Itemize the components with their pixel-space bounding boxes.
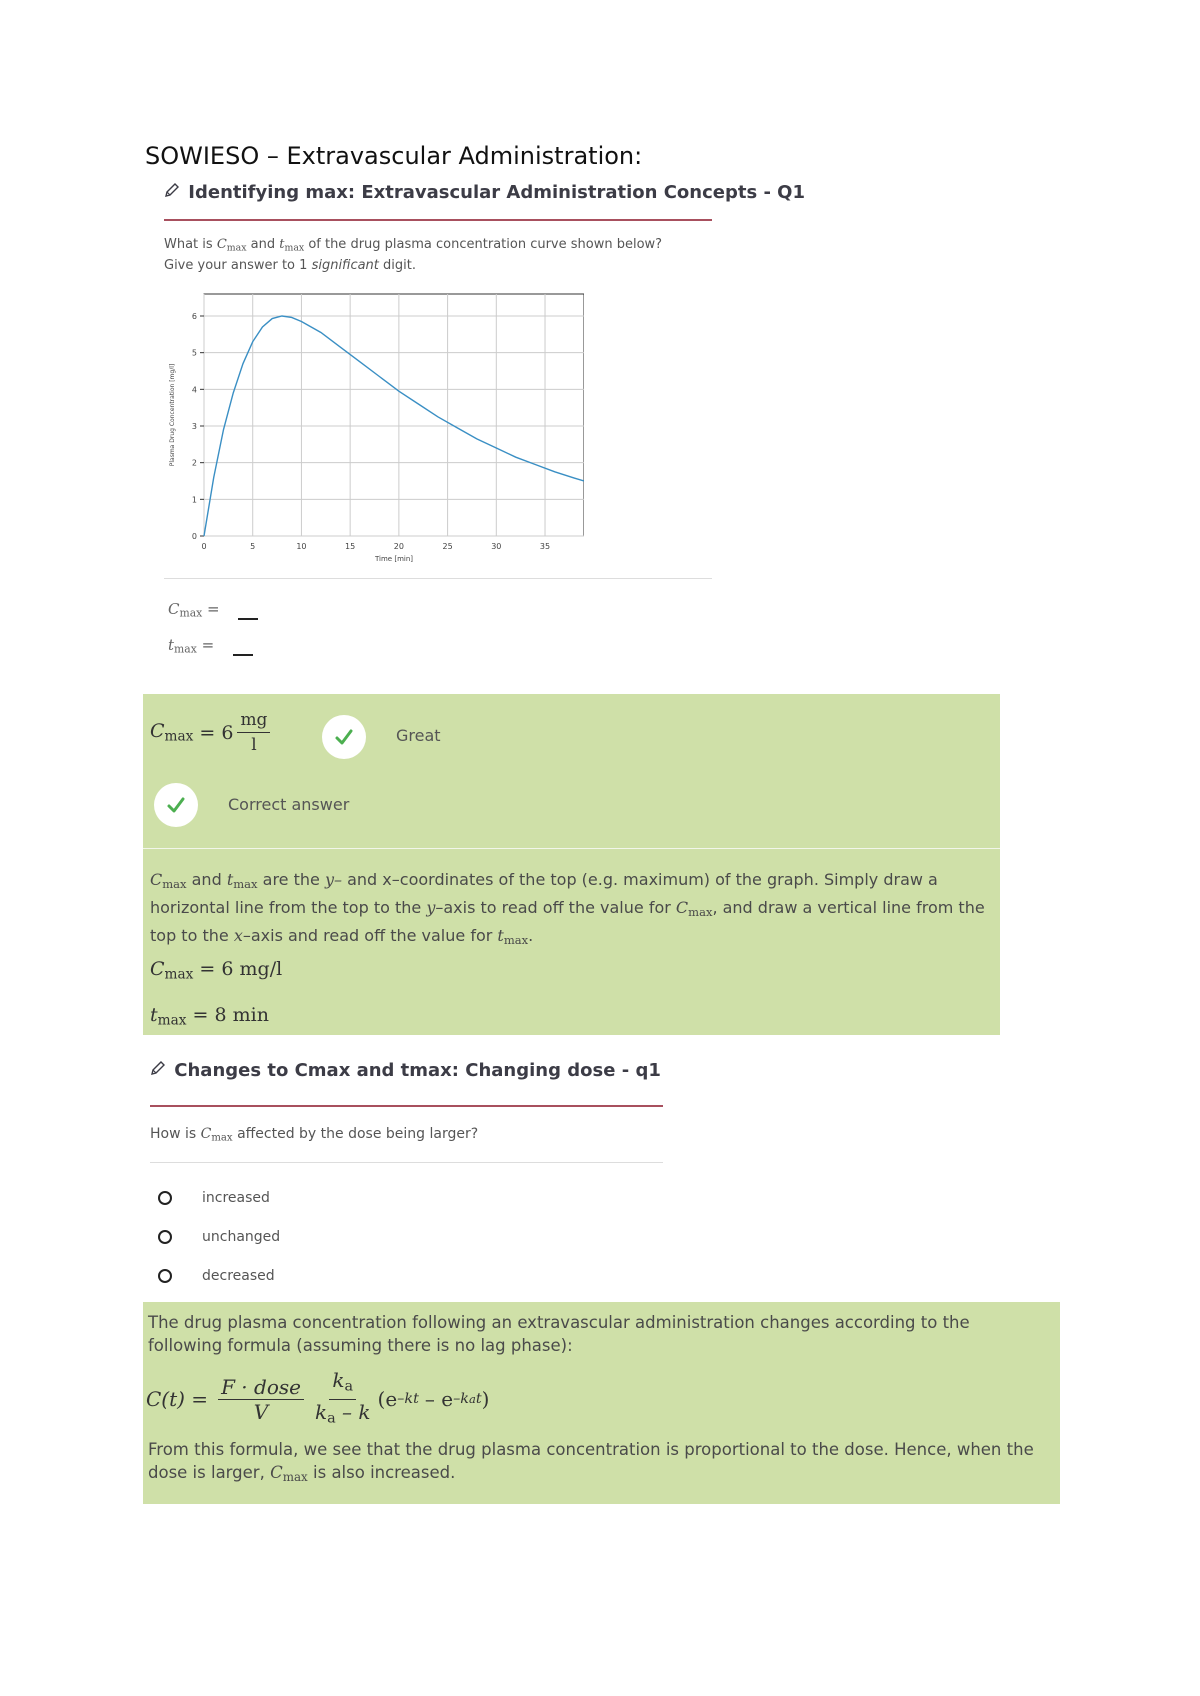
option-unchanged[interactable]: unchanged [158,1229,280,1245]
radio-button[interactable] [158,1191,172,1205]
y-tick-label: 4 [191,385,197,395]
concentration-chart [164,288,584,570]
cmax-input[interactable] [238,600,258,620]
x-tick-label: 5 [250,542,256,551]
option-increased[interactable]: increased [158,1190,270,1206]
x-tick-label: 25 [442,542,453,551]
y-tick-label: 1 [191,495,197,505]
x-tick-label: 0 [201,542,207,551]
result-tmax: $t_{max} = 8$ min [150,1004,269,1029]
document-title: SOWIESO – Extravascular Administration: [145,142,643,170]
cmax-answer-row: $C_{max}$ = [168,600,258,620]
y-axis-label: Plasma Drug Concentration [mg/l] [169,363,176,467]
q2-header [150,1060,661,1081]
y-tick-label: 0 [191,532,197,541]
q1-explanation: $C_{max}$ and $t_{max}$ are the y– and x–coordinates of the top (e.g. maximum) of the graph. Simply draw a horizontal line from the top to the y–axis to read off the value for $C_{max}$, and draw a vertical line from the top to the x–axis and read off the value for $t_{max}$. [150,870,985,947]
q1-divider [164,578,712,579]
result-cmax: $C_{max} = 6$ mg/l [150,958,283,983]
x-tick-label: 30 [491,542,502,551]
feedback-great: Great [396,726,441,745]
y-tick-label: 6 [191,312,197,321]
concentration-formula: C(t) = $\frac{\text{F · dose}}{V}$ $\frac{k_a}{k_a - k}$ (e –kt – e –kat ) [146,1368,490,1427]
tmax-symbol: $t_{max}$ [279,237,305,254]
pencil-icon [164,182,182,203]
q1-header [164,182,805,203]
check-icon [322,715,366,759]
radio-button[interactable] [158,1269,172,1283]
tmax-input[interactable] [233,636,253,656]
tmax-answer-row: $t_{max}$ = [168,636,253,656]
q1-header-rule [164,219,712,221]
cmax-symbol: $C_{max}$ [216,237,247,254]
x-axis-label: Time [min] [374,555,414,563]
x-tick-label: 15 [345,542,356,551]
q2-conclusion: From this formula, we see that the drug plasma concentration is proportional to the dose. Hence, when the dose is larger, $C_{max}$ is also increased. [148,1440,1034,1484]
q2-header-rule [150,1105,663,1107]
feedback-divider [143,848,1000,849]
q2-header-text: Changes to Cmax and tmax: Changing dose - q1 [174,1060,661,1081]
q2-divider [150,1162,663,1163]
option-decreased[interactable]: decreased [158,1268,275,1284]
pencil-icon [150,1060,168,1081]
q1-header-text: Identifying max: Extravascular Administration Concepts - Q1 [188,182,806,203]
q2-question: How is $C_{max}$ affected by the dose being larger? [150,1126,479,1144]
y-tick-label: 3 [191,422,197,431]
q2-explanation: The drug plasma concentration following an extravascular administration changes according to the following formula (assuming there is no lag phase): [148,1313,970,1355]
q1-question: What is $C_{max}$ and $t_{max}$ of the drug plasma concentration curve shown below? Give your answer to 1 significant digit. [164,237,663,274]
radio-button[interactable] [158,1230,172,1244]
feedback-correct: Correct answer [228,795,350,814]
x-tick-label: 20 [393,542,404,551]
y-tick-label: 5 [191,348,197,358]
check-icon [154,783,198,827]
feedback-cmax-value: $C_{max}$ = 6 $\frac{mg}{l}$ [150,708,274,757]
x-tick-label: 35 [539,542,551,551]
x-tick-label: 10 [296,542,307,551]
y-tick-label: 2 [191,458,197,468]
